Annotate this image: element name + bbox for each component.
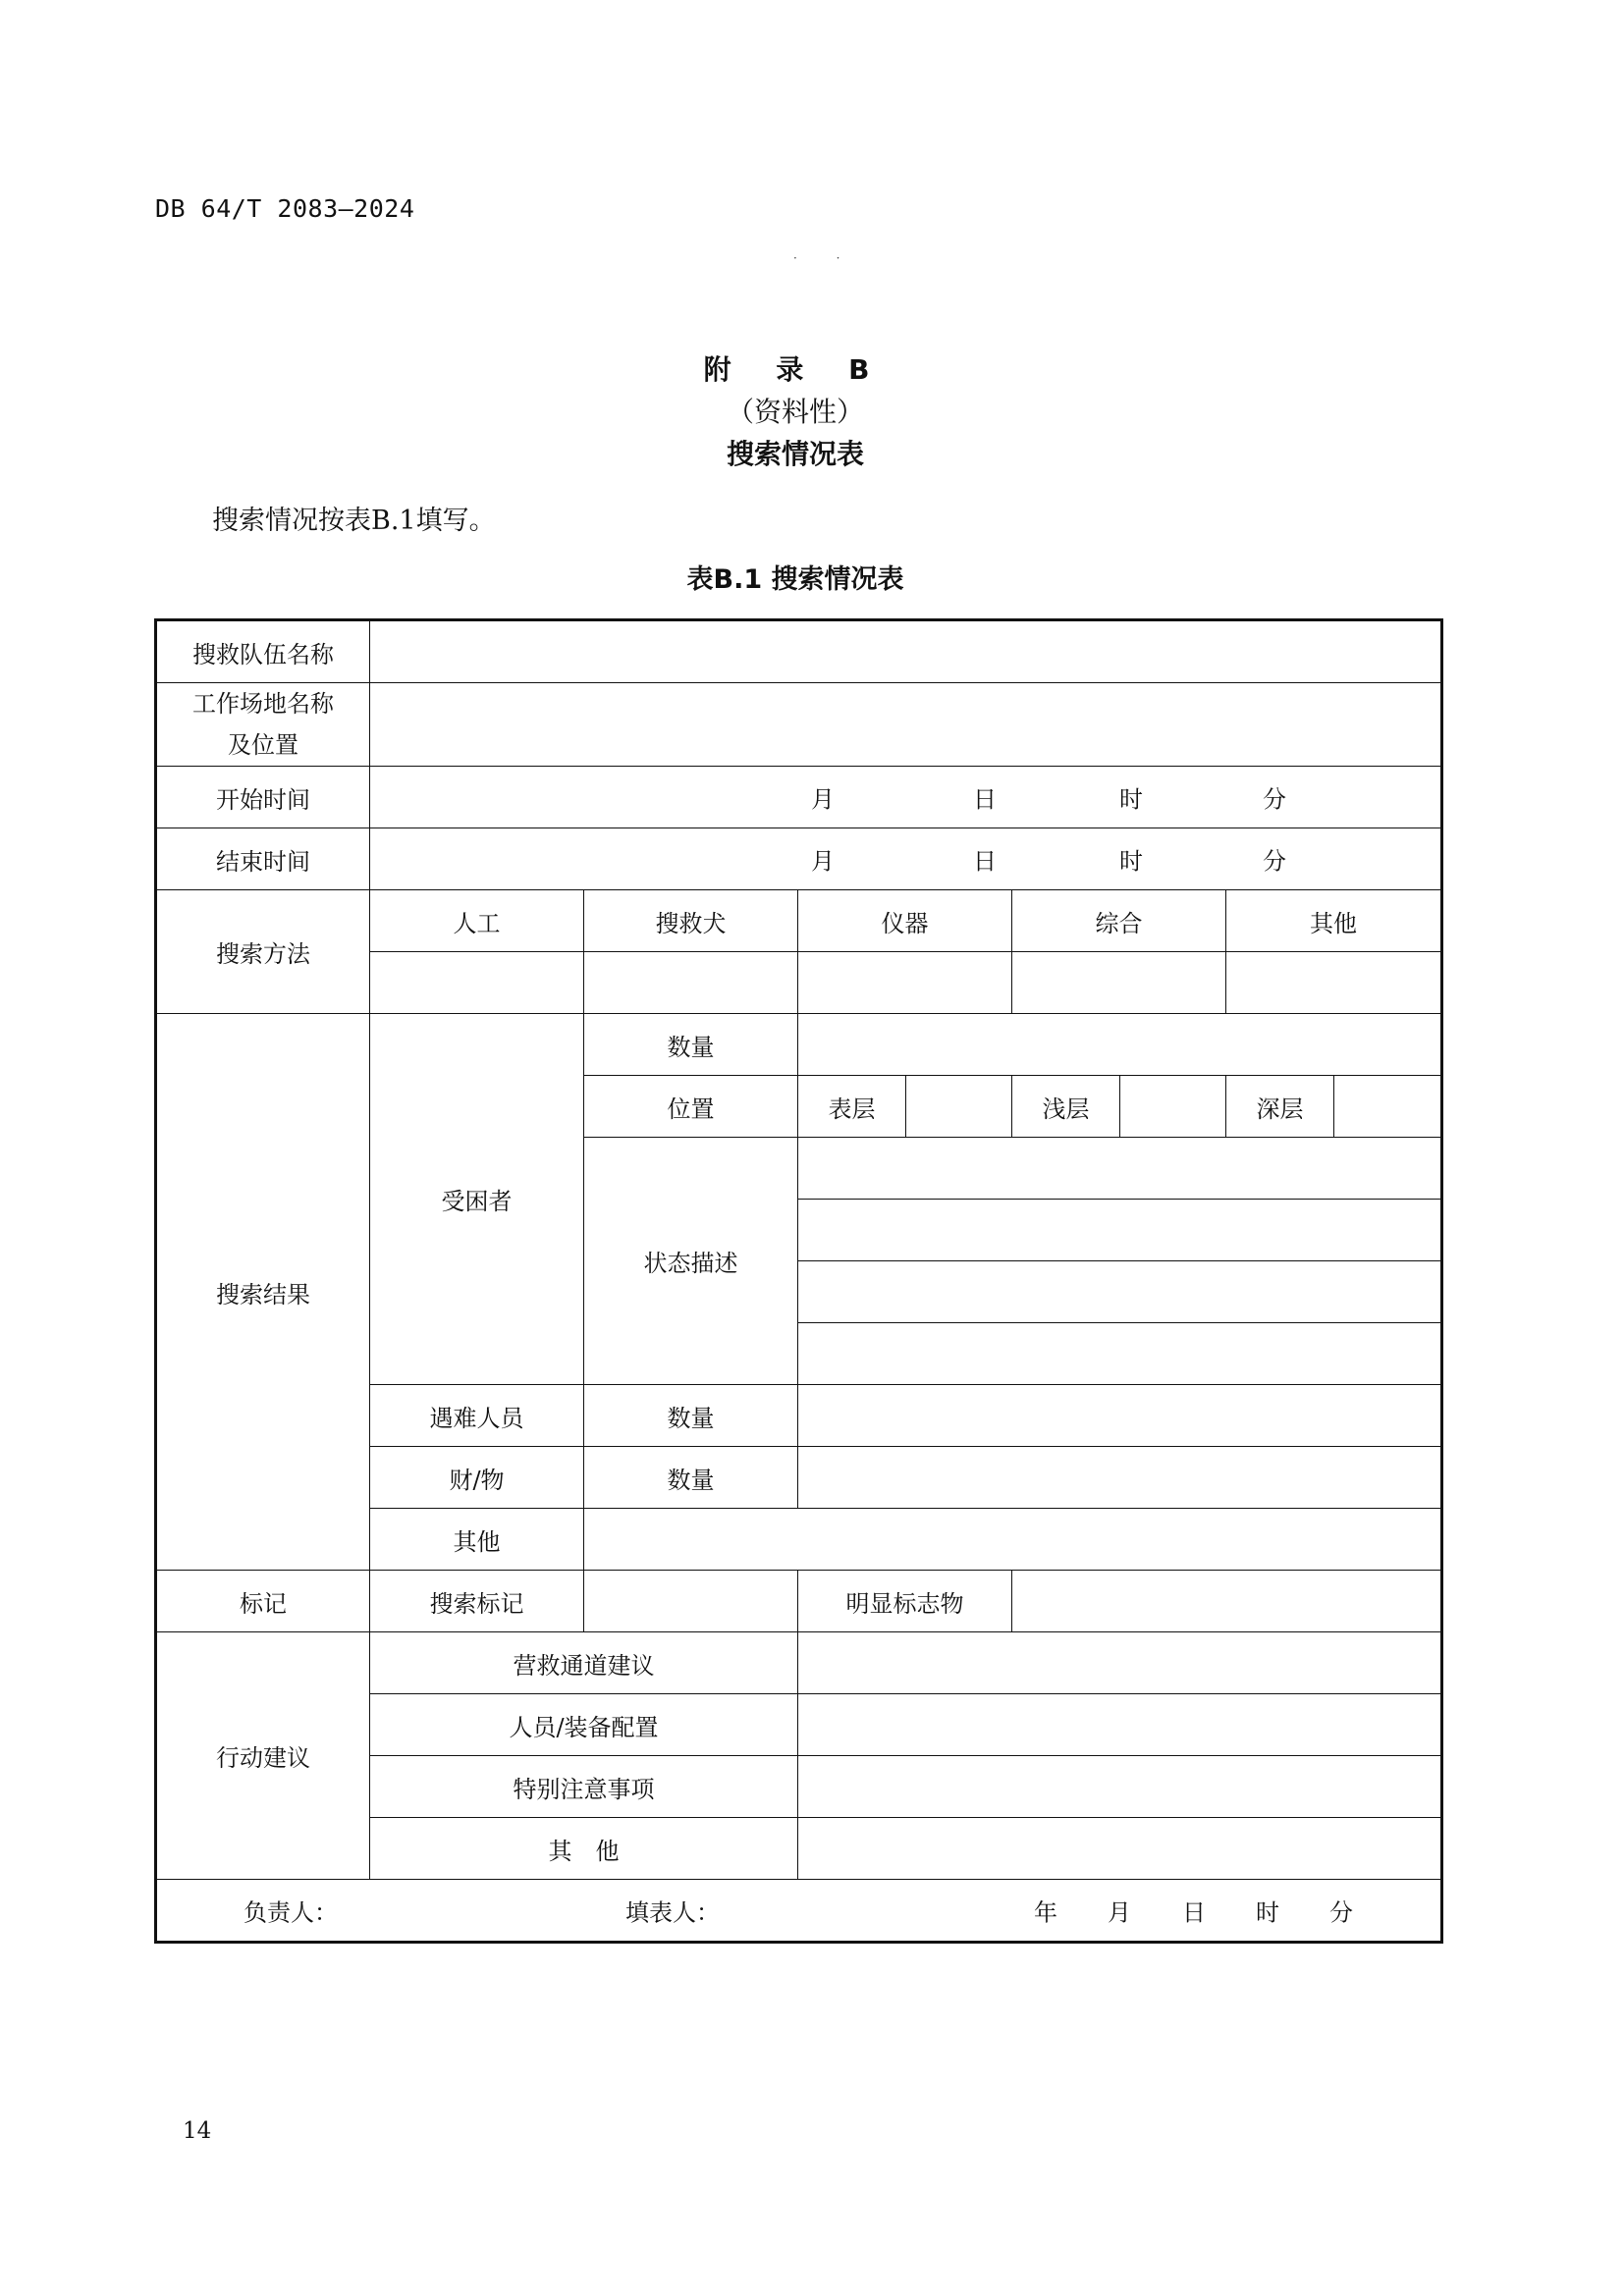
unit-month: 月 [811,847,835,876]
input-action-other[interactable] [798,1818,1442,1880]
input-team-name[interactable] [370,620,1442,683]
unit-minute: 分 [1263,785,1286,814]
label-search-method: 搜索方法 [156,890,370,1014]
label-deep: 深层 [1226,1076,1334,1138]
table-row [156,890,1442,952]
label-hour: 时 [1256,1898,1279,1927]
label-property: 财/物 [370,1447,584,1509]
label-site [156,683,370,767]
input-method-other[interactable] [1226,952,1442,1014]
input-status-line-3[interactable] [798,1261,1442,1323]
label-responsible: 负责人： [244,1898,338,1927]
input-method-instrument[interactable] [798,952,1012,1014]
input-shallow[interactable] [1120,1076,1226,1138]
appendix-title: 附 录 B [703,353,888,386]
intro-paragraph: 搜索情况按表B.1填写。 [212,506,496,536]
label-team-name: 搜救队伍名称 [156,620,370,683]
signature-row[interactable] [156,1880,1442,1943]
input-start-time[interactable] [370,767,1442,828]
method-combined: 综合 [1012,890,1226,952]
unit-month: 月 [811,785,835,814]
label-day: 日 [1182,1898,1206,1927]
input-deep[interactable] [1334,1076,1442,1138]
label-minute: 分 [1329,1898,1353,1927]
input-method-combined[interactable] [1012,952,1226,1014]
label-position: 位置 [584,1076,798,1138]
unit-hour: 时 [1119,785,1143,814]
input-landmark[interactable] [1012,1571,1442,1632]
input-special-notes[interactable] [798,1756,1442,1818]
input-victims-quantity[interactable] [798,1385,1442,1447]
label-trapped-quantity: 数量 [584,1014,798,1076]
input-method-dog[interactable] [584,952,798,1014]
label-surface: 表层 [798,1076,906,1138]
table-row [156,1571,1442,1632]
appendix-name: 搜索情况表 [726,438,864,470]
document-code: DB 64/T 2083—2024 [155,194,415,223]
label-landmark: 明显标志物 [798,1571,1012,1632]
label-victims-quantity: 数量 [584,1385,798,1447]
table-row [156,620,1442,683]
label-search-mark: 搜索标记 [370,1571,584,1632]
input-status-line-4[interactable] [798,1323,1442,1385]
unit-hour: 时 [1119,847,1143,876]
input-search-mark[interactable] [584,1571,798,1632]
input-personnel-equipment[interactable] [798,1694,1442,1756]
table-row [156,1014,1442,1076]
label-month: 月 [1108,1898,1131,1927]
table-caption: 表B.1 搜索情况表 [686,564,904,595]
table-row [156,1880,1442,1943]
label-rescue-channel: 营救通道建议 [370,1632,798,1694]
label-action-advice: 行动建议 [156,1632,370,1880]
label-marking: 标记 [156,1571,370,1632]
input-end-time[interactable] [370,828,1442,890]
label-year: 年 [1034,1898,1057,1927]
label-start-time: 开始时间 [156,767,370,828]
label-trapped: 受困者 [370,1014,584,1385]
unit-minute: 分 [1263,847,1286,876]
label-personnel-equipment: 人员/装备配置 [370,1694,798,1756]
label-site-line2: 及位置 [228,731,298,759]
label-end-time: 结束时间 [156,828,370,890]
input-trapped-quantity[interactable] [798,1014,1442,1076]
input-rescue-channel[interactable] [798,1632,1442,1694]
header-dots: · · [793,251,858,265]
label-shallow: 浅层 [1012,1076,1120,1138]
input-status-line-2[interactable] [798,1200,1442,1261]
method-instrument: 仪器 [798,890,1012,952]
page-number: 14 [183,2118,212,2144]
unit-day: 日 [973,847,997,876]
appendix-type: （资料性） [726,396,864,428]
input-method-manual[interactable] [370,952,584,1014]
input-surface[interactable] [906,1076,1012,1138]
input-property-quantity[interactable] [798,1447,1442,1509]
table-row [156,1632,1442,1694]
unit-day: 日 [973,785,997,814]
label-site-line1: 工作场地名称 [192,690,334,718]
label-action-other: 其 他 [370,1818,798,1880]
method-other: 其他 [1226,890,1442,952]
table-row [156,828,1442,890]
input-result-other[interactable] [584,1509,1442,1571]
label-victims: 遇难人员 [370,1385,584,1447]
label-special-notes: 特别注意事项 [370,1756,798,1818]
search-situation-table [154,618,1443,1944]
table-row [156,683,1442,767]
label-status-desc: 状态描述 [584,1138,798,1385]
label-result-other: 其他 [370,1509,584,1571]
method-dog: 搜救犬 [584,890,798,952]
input-site[interactable] [370,683,1442,767]
input-status-line-1[interactable] [798,1138,1442,1200]
label-filler: 填表人： [625,1898,720,1927]
label-search-result: 搜索结果 [156,1014,370,1571]
method-manual: 人工 [370,890,584,952]
label-property-quantity: 数量 [584,1447,798,1509]
table-row [156,767,1442,828]
